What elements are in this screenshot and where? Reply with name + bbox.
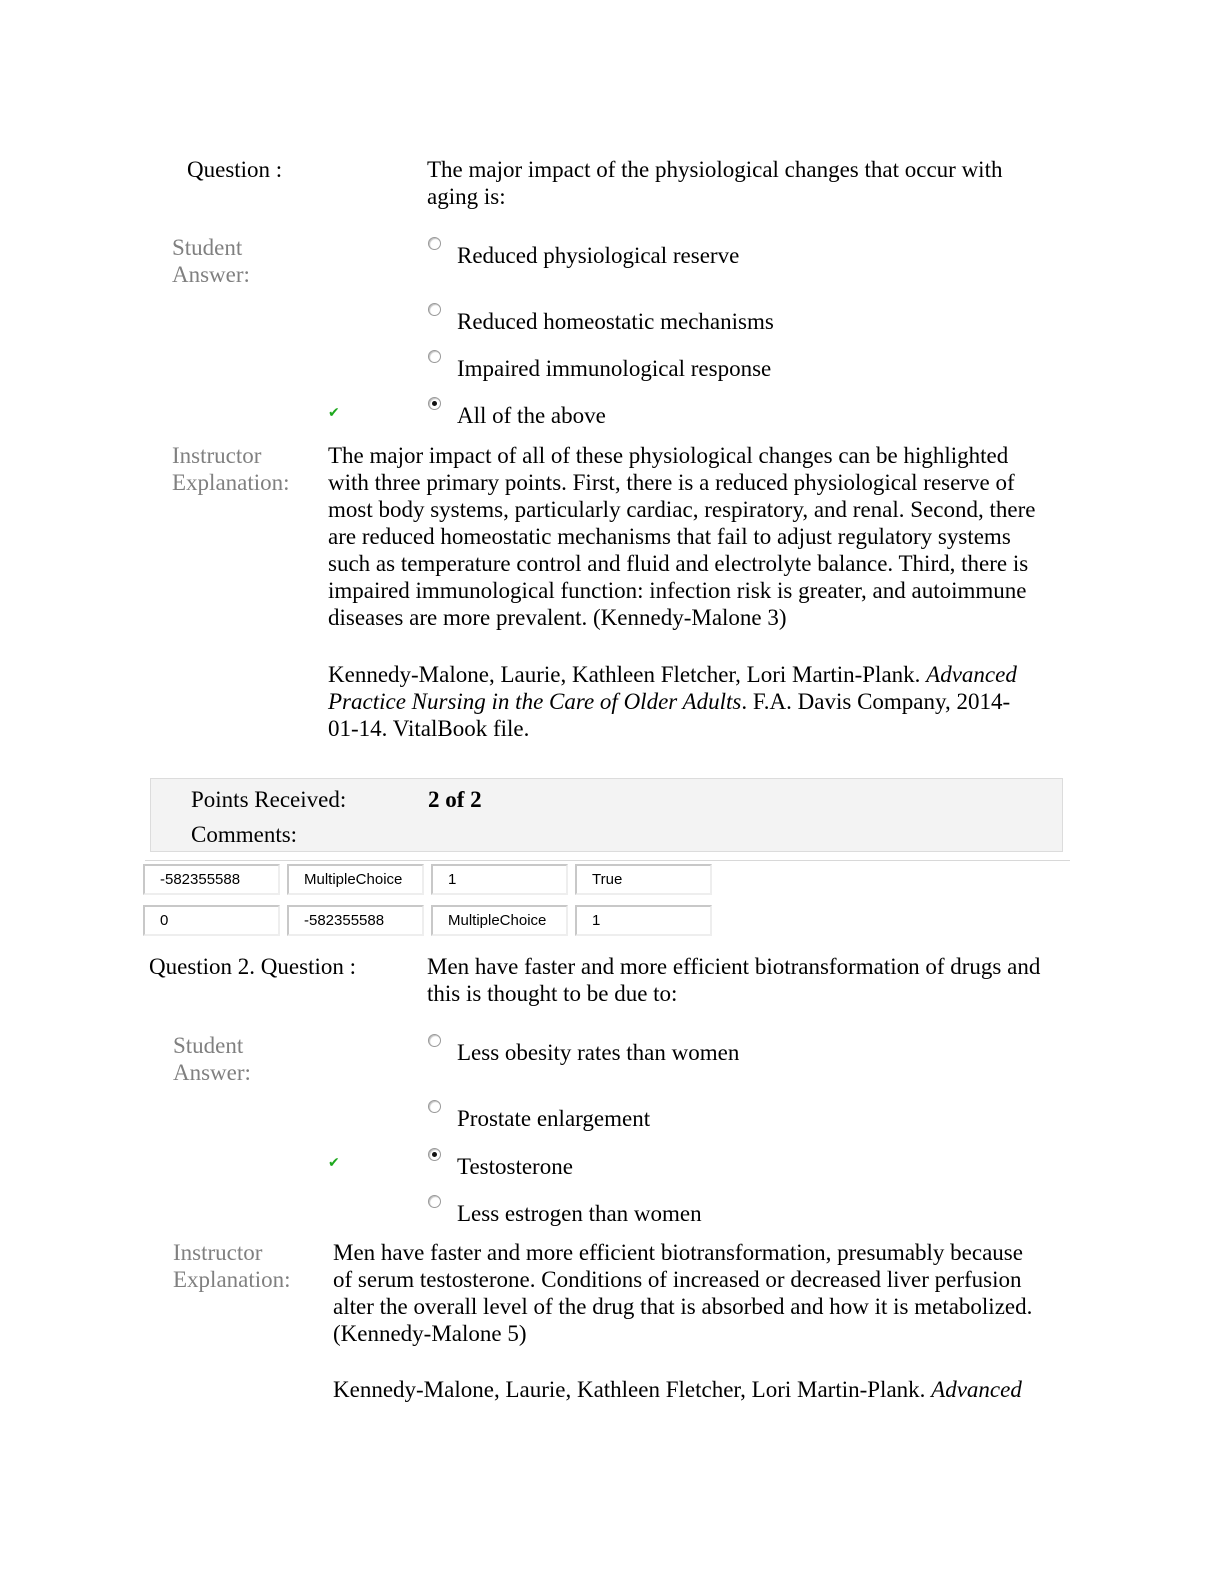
radio-selected-icon[interactable] [428, 1148, 441, 1161]
q1-option-2[interactable]: Reduced homeostatic mechanisms [428, 308, 774, 335]
correct-check-icon: ✔ [328, 405, 340, 421]
points-box [150, 778, 1063, 852]
q1-student-answer-label: Student Answer: [172, 235, 250, 287]
q2-option-4[interactable]: Less estrogen than women [428, 1200, 702, 1227]
points-received-label: Points Received: [191, 787, 347, 812]
q2-explanation-label: Instructor Explanation: [173, 1240, 291, 1292]
radio-icon[interactable] [428, 303, 441, 316]
divider [145, 860, 1070, 861]
radio-icon[interactable] [428, 350, 441, 363]
radio-icon[interactable] [428, 1034, 441, 1047]
meta-cell: -582355588 [143, 864, 280, 895]
comments-label: Comments: [191, 822, 298, 847]
correct-check-icon: ✔ [328, 1155, 340, 1171]
meta-cell: True [575, 864, 712, 895]
q2-reference: Kennedy-Malone, Laurie, Kathleen Fletcher, Lori Martin-Plank. Advanced [333, 1377, 1022, 1402]
q1-question-text: The major impact of the physiological changes that occur with aging is: [427, 157, 1003, 209]
radio-icon[interactable] [428, 237, 441, 250]
radio-icon[interactable] [428, 1100, 441, 1113]
q1-explanation-label: Instructor Explanation: [172, 443, 290, 495]
q2-question-label: Question 2. Question : [149, 954, 356, 979]
q2-option-1[interactable]: Less obesity rates than women [428, 1039, 739, 1066]
q1-option-1[interactable]: Reduced physiological reserve [428, 242, 739, 269]
meta-cell: 1 [431, 864, 568, 895]
q2-option-3-selected[interactable]: Testosterone [428, 1153, 573, 1180]
meta-cell: -582355588 [287, 905, 424, 936]
radio-icon[interactable] [428, 1195, 441, 1208]
q2-question-text: Men have faster and more efficient biotransformation of drugs and this is thought to be due to: [427, 954, 1041, 1006]
q1-option-3[interactable]: Impaired immunological response [428, 355, 771, 382]
meta-row [143, 864, 719, 895]
meta-cell: 0 [143, 905, 280, 936]
radio-selected-icon[interactable] [428, 397, 441, 410]
q1-question-label: Question : [187, 157, 283, 182]
q2-explanation-text: Men have faster and more efficient biotransformation, presumably because of serum testosterone. Conditions of increased or decreased liver perfusion alter the overall level of the drug that is absorbed and how it is metabolized. (Kennedy-Malone 5) [333, 1240, 1033, 1346]
meta-cell: MultipleChoice [287, 864, 424, 895]
points-received-value: 2 of 2 [428, 787, 482, 812]
meta-row [143, 905, 719, 936]
meta-cell: MultipleChoice [431, 905, 568, 936]
q2-student-answer-label: Student Answer: [173, 1033, 251, 1085]
q2-option-2[interactable]: Prostate enlargement [428, 1105, 650, 1132]
meta-cell: 1 [575, 905, 712, 936]
q1-explanation-text: The major impact of all of these physiological changes can be highlighted with three primary points. First, there is a reduced physiological reserve of most body systems, particularly cardiac, respiratory, and renal. Second, there are reduced homeostatic mechanisms that fail to adjust regulatory systems such as temperature control and fluid and electrolyte balance. Third, there is impaired immunological function: infection risk is greater, and autoimmune diseases are more prevalent. (Kennedy-Malone 3) [328, 443, 1036, 630]
q1-option-4-selected[interactable]: All of the above [428, 402, 606, 429]
q1-reference: Kennedy-Malone, Laurie, Kathleen Fletcher, Lori Martin-Plank. Advanced Practice Nursing in the Care of Older Adults. F.A. Davis Company, 2014- 01-14. VitalBook file. [328, 662, 1017, 741]
